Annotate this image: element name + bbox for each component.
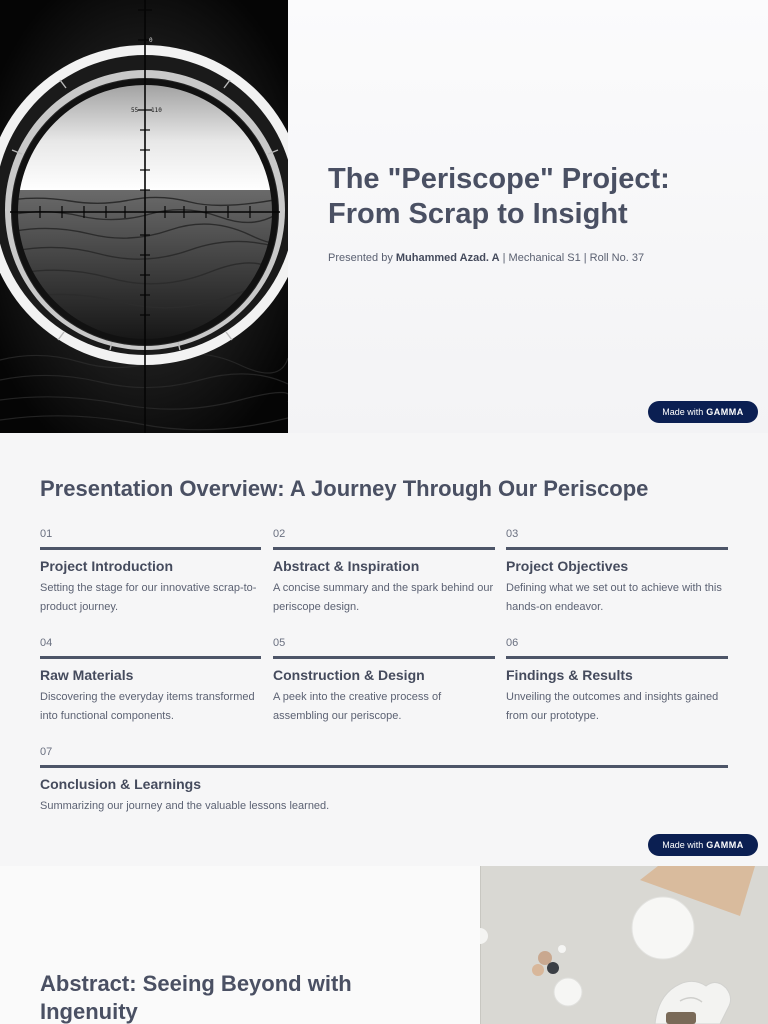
item-description: A concise summary and the spark behind our periscope design. <box>273 582 494 613</box>
item-number: 04 <box>40 637 53 649</box>
gamma-logo: GAMMA <box>706 840 744 850</box>
overview-slide <box>0 433 768 866</box>
item-divider <box>506 656 728 659</box>
item-heading: Construction & Design <box>273 667 425 683</box>
item-number: 05 <box>273 637 286 649</box>
item-description: Defining what we set out to achieve with this hands-on endeavor. <box>506 582 722 613</box>
item-divider <box>506 547 728 550</box>
item-number: 02 <box>273 528 286 540</box>
item-description: A peek into the creative process of assembling our periscope. <box>273 691 442 722</box>
presenter-line <box>328 252 644 264</box>
craft-materials-image <box>480 866 768 1024</box>
badge-prefix: Made with <box>662 840 704 850</box>
badge-prefix: Made with <box>662 407 704 417</box>
item-divider <box>40 656 261 659</box>
class-roll-info: | Mechanical S1 | Roll No. 37 <box>499 252 645 264</box>
periscope-view-image <box>0 0 288 433</box>
item-heading: Conclusion & Learnings <box>40 776 202 792</box>
scope-mark-right: 110 <box>151 107 162 114</box>
presenter-name: Muhammed Azad. A <box>395 252 500 264</box>
item-description: Discovering the everyday items transformed into functional components. <box>40 691 255 722</box>
item-heading: Project Introduction <box>40 558 173 574</box>
item-heading: Project Objectives <box>506 558 629 574</box>
item-divider <box>40 547 261 550</box>
made-with-gamma-badge[interactable] <box>648 401 758 423</box>
presented-by-label: Presented by <box>328 252 396 264</box>
item-divider <box>273 547 495 550</box>
overview-item <box>40 746 728 816</box>
item-heading: Raw Materials <box>40 667 134 683</box>
item-number: 03 <box>506 528 519 540</box>
overview-item <box>506 637 728 725</box>
overview-item <box>506 528 728 616</box>
item-divider <box>273 656 495 659</box>
title-slide <box>0 0 768 433</box>
item-number: 07 <box>40 746 53 758</box>
scope-mark-left: 55 <box>131 107 139 114</box>
gamma-logo: GAMMA <box>706 407 744 417</box>
item-number: 01 <box>40 528 53 540</box>
item-number: 06 <box>506 637 519 649</box>
item-heading: Abstract & Inspiration <box>273 558 420 574</box>
overview-item <box>273 637 495 725</box>
abstract-slide <box>0 866 768 1024</box>
item-heading: Findings & Results <box>506 667 633 683</box>
item-divider <box>40 765 728 768</box>
overview-title: Presentation Overview: A Journey Through Our Periscope <box>40 476 649 501</box>
scope-mark-top: 0 <box>149 37 153 44</box>
item-description: Summarizing our journey and the valuable lessons learned. <box>40 800 330 812</box>
item-description: Setting the stage for our innovative scrap-to-product journey. <box>40 582 257 613</box>
abstract-title: Abstract: Seeing Beyond with Ingenuity <box>40 971 352 1024</box>
presentation-title: The "Periscope" Project: From Scrap to Insight <box>328 163 670 230</box>
overview-item <box>40 637 261 725</box>
overview-item <box>40 528 261 616</box>
item-description: Unveiling the outcomes and insights gained from our prototype. <box>506 691 719 722</box>
overview-item <box>273 528 495 616</box>
made-with-gamma-badge[interactable] <box>648 834 758 856</box>
